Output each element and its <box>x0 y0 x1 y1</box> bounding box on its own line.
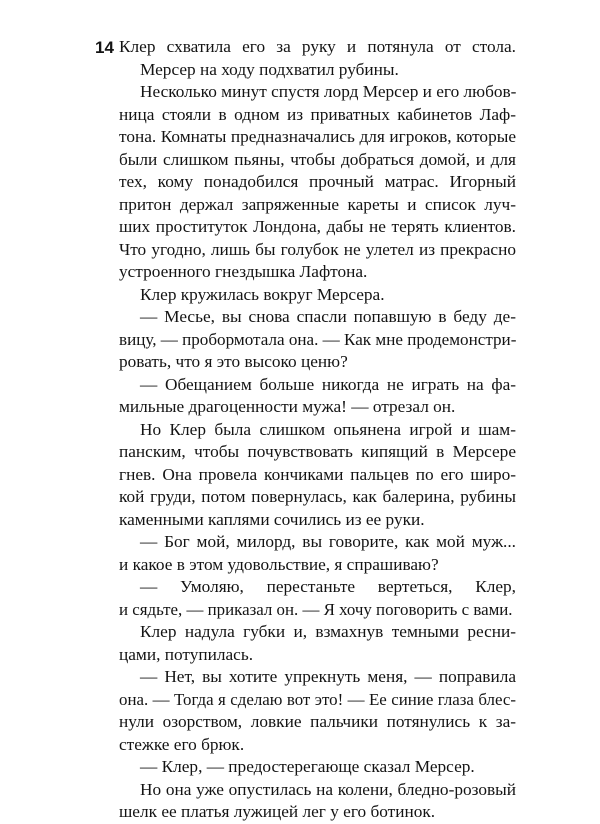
text-line: Несколько минут спустя лорд Мерсер и его любов- <box>140 82 517 101</box>
text-line: шелк ее платья лужицей лег у его ботинок. <box>119 802 436 821</box>
text-line: Клер схватила его за руку и потянула от стола. <box>119 37 516 56</box>
text-line: — Месье, вы снова спасли попавшую в беду де- <box>140 307 516 326</box>
text-line: нули озорством, ловкие пальчики потянулись к за- <box>119 712 516 731</box>
text-line: — Клер, — предостерегающе сказал Мерсер. <box>140 757 475 776</box>
body-text <box>119 36 516 824</box>
text-line: она. — Тогда я сделаю вот это! — Ее синие глаза блес- <box>119 689 516 709</box>
text-line: — Бог мой, милорд, вы говорите, как мой муж... <box>140 532 516 551</box>
text-line: Что угодно, лишь бы голубок не улетел из прекрасно <box>119 239 516 259</box>
text-line: тона. Комнаты предназначались для игроков, которые <box>119 127 516 146</box>
text-line: ровать, что я это высоко ценю? <box>119 352 348 371</box>
text-line: тех, кому понадобился прочный матрас. Игорный <box>119 172 516 191</box>
text-line: кой груди, потом повернулась, как балерина, рубины <box>119 487 516 506</box>
text-line: устроенного гнездышка Лафтона. <box>119 262 368 281</box>
page-number: 14 <box>95 38 114 57</box>
text-line: — Нет, вы хотите упрекнуть меня, — поправила <box>140 667 516 686</box>
text-line: Но она уже опустилась на колени, бледно-розовый <box>140 779 516 799</box>
text-line: мильные драгоценности мужа! — отрезал он. <box>119 397 456 416</box>
text-line: цами, потупилась. <box>119 644 254 664</box>
text-line: стежке его брюк. <box>119 734 245 754</box>
text-line: и сядьте, — приказал он. — Я хочу поговорить с вами. <box>119 599 513 619</box>
text-line: ница стояли в одном из приватных кабинетов Лаф- <box>119 104 516 124</box>
text-line: гнев. Она провела кончиками пальцев по его широ- <box>119 464 516 484</box>
text-line: вицу, — пробормотала она. — Как мне продемонстри- <box>119 329 517 349</box>
text-line: Клер надула губки и, взмахнув темными ресни- <box>140 622 516 641</box>
text-line: каменными каплями сочились из ее руки. <box>119 509 425 529</box>
text-line: — Обещанием больше никогда не играть на фа- <box>140 374 516 394</box>
text-line: притон держал запряженные кареты и список луч- <box>119 194 516 214</box>
text-line: и какое в этом удовольствие, я спрашиваю? <box>119 554 439 574</box>
text-line: Мерсер на ходу подхватил рубины. <box>140 59 399 79</box>
text-line: — Умоляю, перестаньте вертеться, Клер, <box>140 577 516 596</box>
text-line: Но Клер была слишком опьянена игрой и шам- <box>140 419 516 439</box>
text-line: Клер кружилась вокруг Мерсера. <box>140 284 385 304</box>
text-line: были слишком пьяны, чтобы добраться домой, и для <box>119 149 516 169</box>
text-line: панским, чтобы почувствовать кипящий в Мерсере <box>119 442 516 461</box>
text-line: ших проституток Лондона, дабы не терять клиентов. <box>119 217 516 236</box>
